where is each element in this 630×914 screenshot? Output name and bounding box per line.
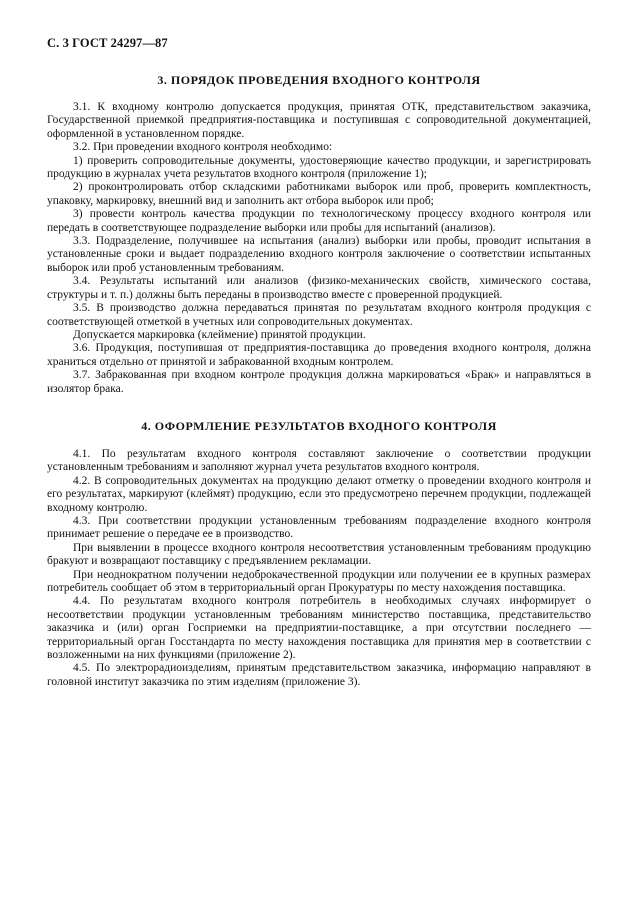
document-page (47, 36, 591, 689)
paragraph-4-3: 4.3. При соответствии продукции установленным требованиям подразделение входного контроля принимает решение о передаче ее в производство. (47, 514, 591, 541)
paragraph-3-2: 3.2. При проведении входного контроля необходимо: (73, 141, 333, 154)
paragraph-3-3: 3.3. Подразделение, получившее на испытания (анализ) выборки или пробы, проводит испытания в установленные сроки и выдает подразделению входного контроля заключение о соответствии испытанных выборок или проб установленным требованиям. (47, 235, 591, 274)
section-4-title: 4. ОФОРМЛЕНИЕ РЕЗУЛЬТАТОВ ВХОДНОГО КОНТРОЛЯ (141, 418, 497, 433)
list-item-3-2-3: 3) провести контроль качества продукции по технологическому процессу входного контроля или передать в соответствующее подразделение выборки или пробы для испытаний (анализов). (47, 208, 591, 234)
list-item-3-2-2: 2) проконтролировать отбор складскими работниками выборок или проб, проверить комплектность, упаковку, маркировку, внешний вид и заполнить акт отбора выборок или проб; (47, 181, 591, 207)
paragraph-3-5: 3.5. В производство должна передаваться принятая по результатам входного контроля продукция с соответствующей отметкой в учетных или сопроводительных документах. (47, 302, 591, 328)
paragraph-3-4: 3.4. Результаты испытаний или анализов (физико-механических свойств, химического состава, структуры и т. п.) должны быть переданы в производство вместе с проверенной продукцией. (47, 275, 591, 301)
paragraph-3-7: 3.7. Забракованная при входном контроле продукция должна маркироваться «Брак» и направляться в изолятор брака. (47, 369, 591, 395)
paragraph-3-5-note: Допускается маркировка (клеймение) принятой продукции. (73, 328, 366, 341)
list-item-3-2-1: 1) проверить сопроводительные документы, удостоверяющие качество продукции, и зарегистрировать продукцию в журналах учета результатов входного контроля (приложение 1); (47, 154, 591, 181)
paragraph-4-2: 4.2. В сопроводительных документах на продукцию делают отметку о проведении входного контроля и его результатах, маркируют (клеймят) продукцию, если это предусмотрено перечнем продукции, подлежащей входному контролю. (47, 474, 591, 514)
section-4 (47, 419, 591, 689)
section-3-title: 3. ПОРЯДОК ПРОВЕДЕНИЯ ВХОДНОГО КОНТРОЛЯ (157, 73, 481, 87)
section-3 (47, 73, 591, 396)
paragraph-4-5: 4.5. По электрорадиоизделиям, принятым представительством заказчика, информацию направляют в головной институт заказчика по этим изделиям (приложение 3). (47, 662, 591, 688)
paragraph-3-6: 3.6. Продукция, поступившая от предприятия-поставщика до проведения входного контроля, должна храниться отдельно от принятой и забракованной входным контролем. (47, 342, 591, 368)
paragraph-4-1: 4.1. По результатам входного контроля составляют заключение о соответствии продукции установленным требованиям и заполняют журнал учета результатов входного контроля. (47, 447, 591, 474)
paragraph-3-1: 3.1. К входному контролю допускается продукция, принятая ОТК, представительством заказчика, Государственной приемкой предприятия-поставщика и поступившая с сопроводительной документацией, оформленной в установленном порядке. (47, 101, 591, 140)
paragraph-4-4: 4.4. По результатам входного контроля потребитель в необходимых случаях информирует о несоответствии продукции установленным требованиям министерство поставщика, представительство заказчика и (или) орган Госприемки на предприятии-поставщике, а при отсутствии последнего — территориальный орган Госстандарта по месту нахождения поставщика для принятия мер в соответствии с возложенными на них функциями (приложение 2). (47, 595, 591, 662)
page-header: С. 3 ГОСТ 24297—87 (47, 36, 168, 50)
paragraph-4-3-report: При неоднократном получении недоброкачественной продукции или получении ее в крупных размерах потребитель сообщает об этом в территориальный орган Прокуратуры по месту нахождения поставщика. (47, 568, 591, 594)
paragraph-4-3-reject: При выявлении в процессе входного контроля несоответствия установленным требованиям продукцию бракуют и возвращают поставщику с предъявлением рекламации. (47, 541, 591, 568)
